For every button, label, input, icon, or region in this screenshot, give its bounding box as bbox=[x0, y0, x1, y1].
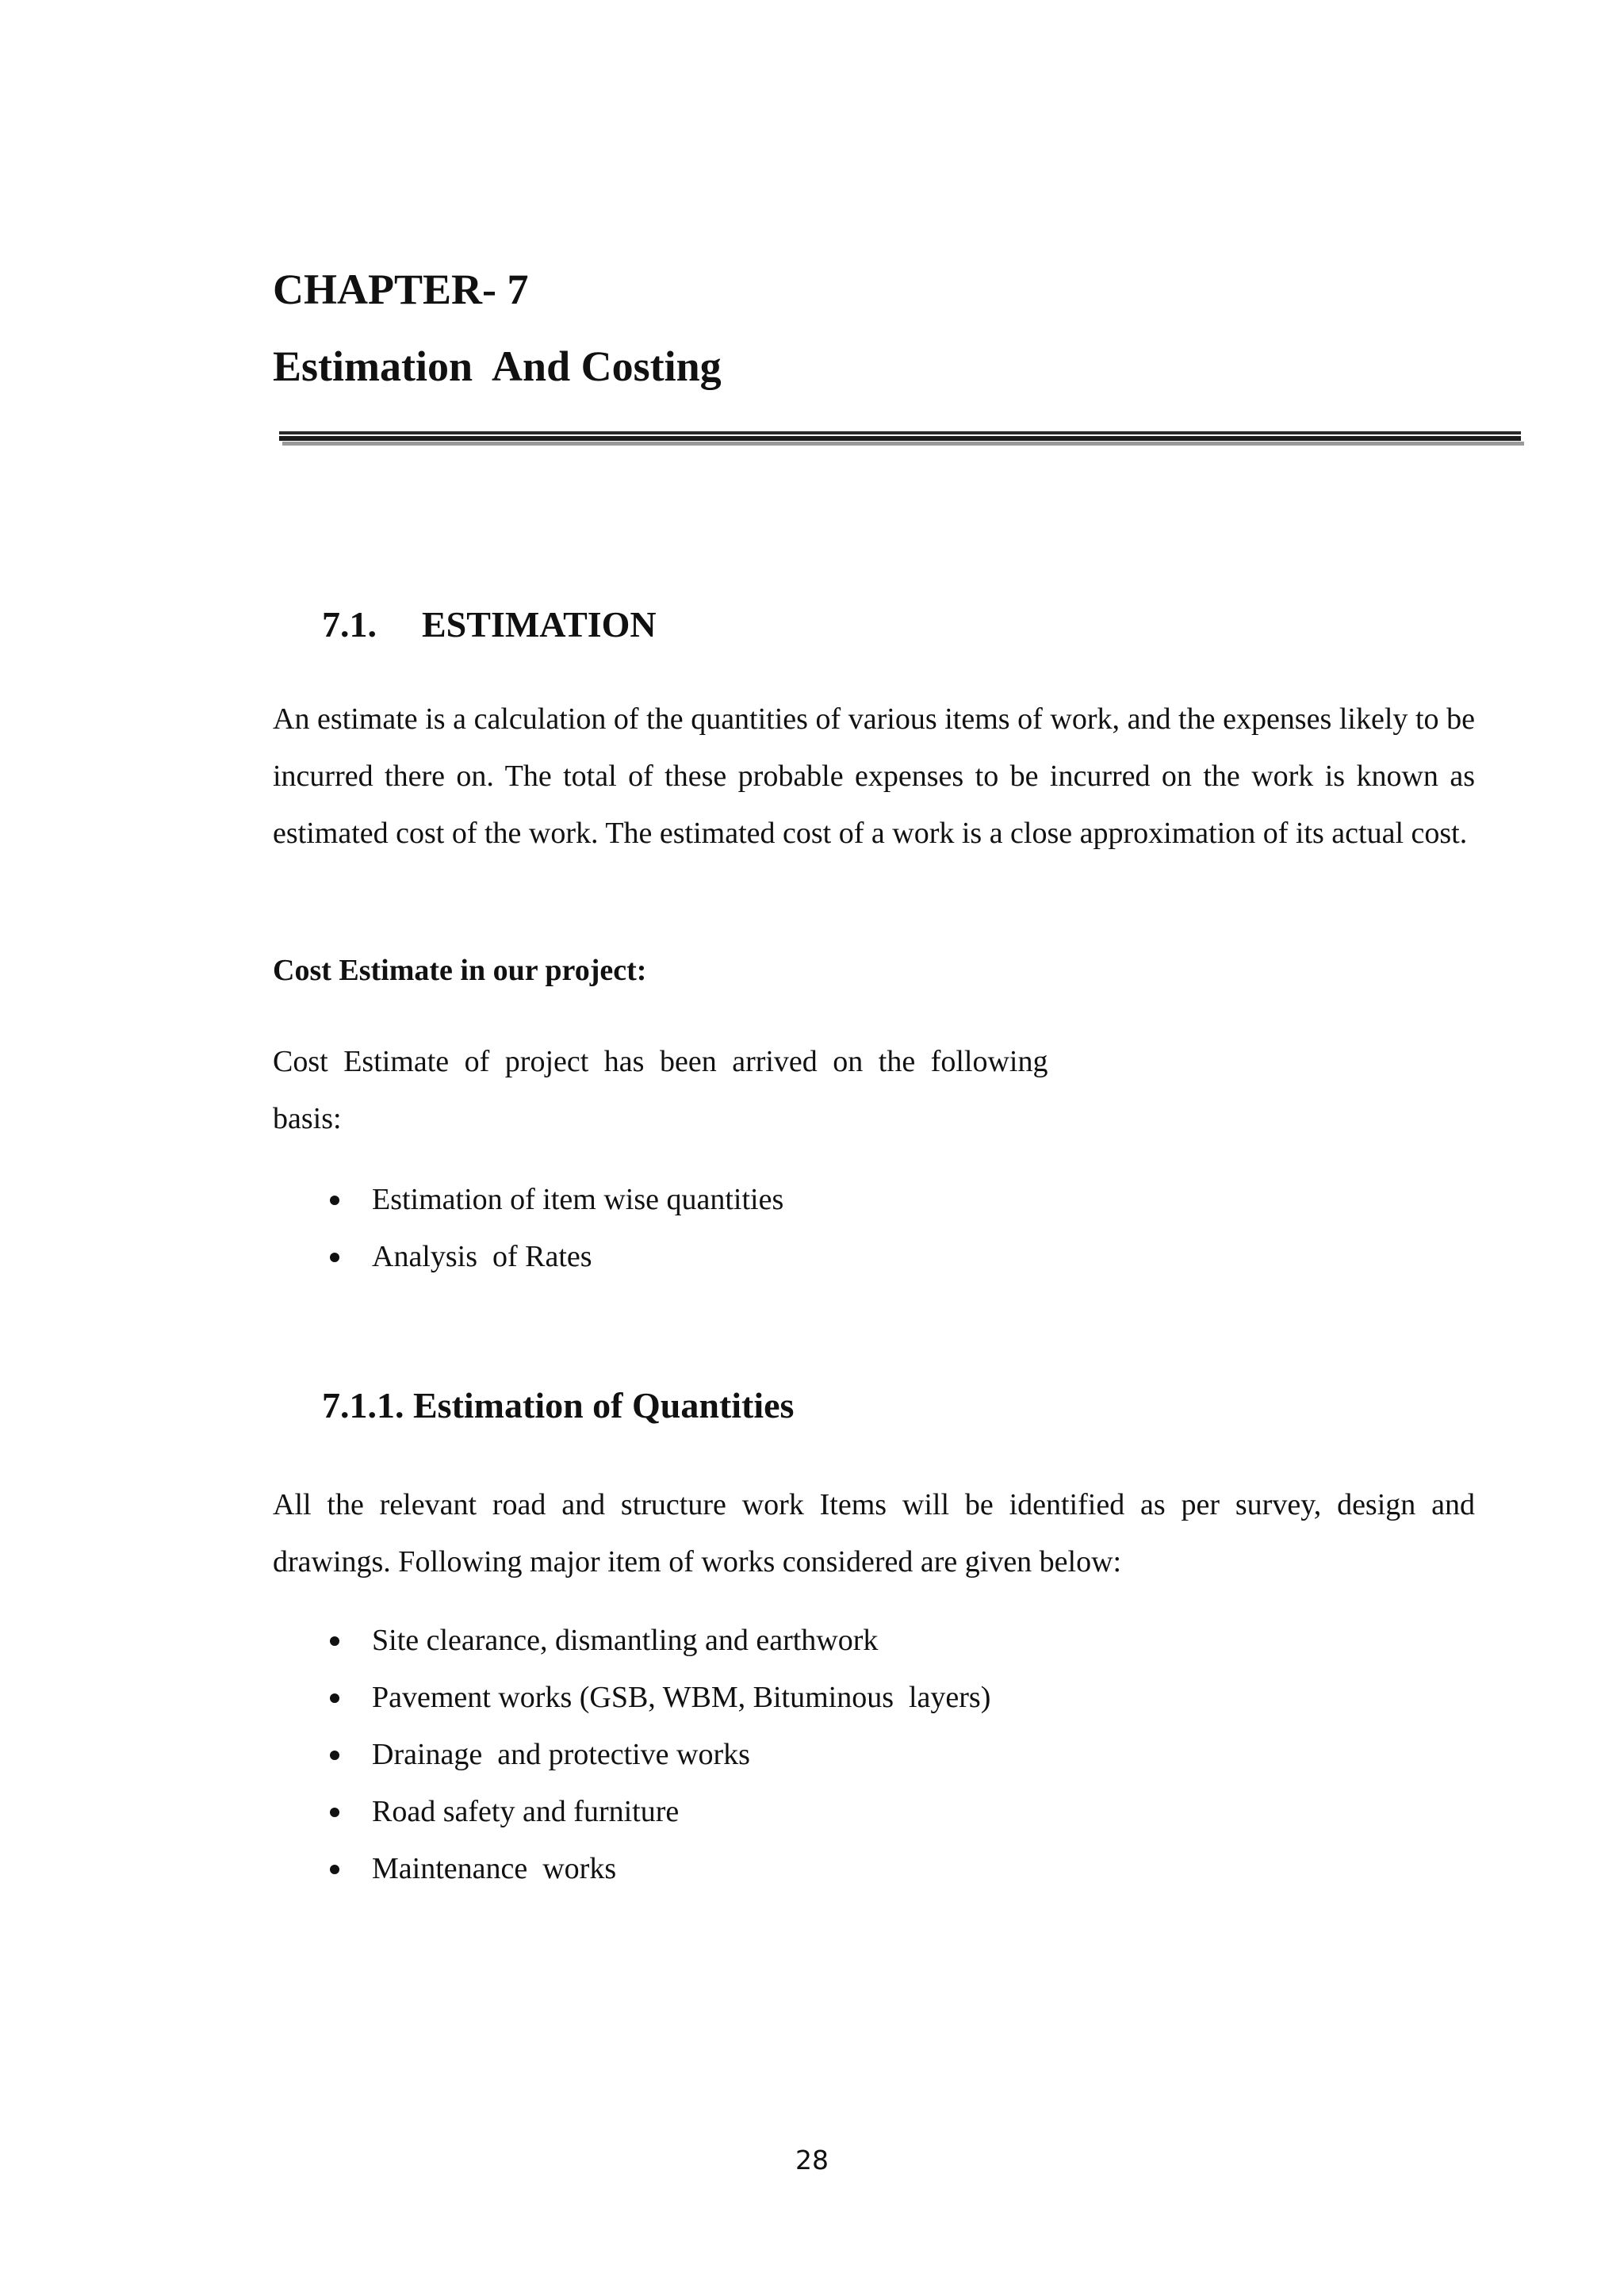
section-number: 7.1. bbox=[322, 604, 377, 645]
chapter-label: CHAPTER- 7 bbox=[273, 266, 529, 313]
bullet-icon bbox=[330, 1636, 339, 1646]
bullet-icon bbox=[330, 1808, 339, 1817]
section-heading bbox=[322, 604, 657, 645]
document-page: CHAPTER- 7 Estimation And Costing 7.1. ESTIMATION An estimate is a calculation of the quantities of various items of work, and the expenses likely to be incurred there on. The total of these probable expenses to be incurred on the work is known as estimated cost of the work. The estimated cost of a work is a close approximation of its actual cost. Cost Estimate in our project: Cost Estimate of project has been arrived on the following basis: Estimation of item wise quantities Analysis of Rates 7.1.1. Estimation of Quantities All the relevant road and structure work Items will be identified as per survey, design and drawings. Following major item of works considered are given below: Site clearance, dismantling and earthwork Pavement works (GSB, WBM, Bituminous layers) Drainage and protective works Road safety and furniture Maintenance works 28 bbox=[0, 0, 1624, 2296]
bullet-icon bbox=[330, 1693, 339, 1703]
bullet-icon bbox=[330, 1253, 339, 1262]
estimation-paragraph: An estimate is a calculation of the quantities of various items of work, and the expenses likely to be incurred there on. The total of these probable expenses to be incurred on the work is known as estimated cost of the work. The estimated cost of a work is a close approximation of its actual cost. bbox=[273, 702, 1475, 850]
bullet-icon bbox=[330, 1865, 339, 1874]
chapter-title: Estimation And Costing bbox=[273, 342, 722, 390]
quantities-paragraph: All the relevant road and structure work Items will be identified as per survey, design and drawings. Following major item of works considered are given below: bbox=[273, 1488, 1475, 1578]
chapter-divider bbox=[279, 431, 1521, 446]
subsection-heading: 7.1.1. Estimation of Quantities bbox=[322, 1385, 795, 1425]
bullet-icon bbox=[330, 1196, 339, 1205]
page-number: 28 bbox=[795, 2145, 829, 2175]
cost-estimate-heading: Cost Estimate in our project: bbox=[273, 954, 647, 987]
section-title: ESTIMATION bbox=[422, 604, 657, 645]
basis-paragraph: Cost Estimate of project has been arrived on the following basis: bbox=[273, 1045, 1048, 1135]
bullet-icon bbox=[330, 1751, 339, 1760]
